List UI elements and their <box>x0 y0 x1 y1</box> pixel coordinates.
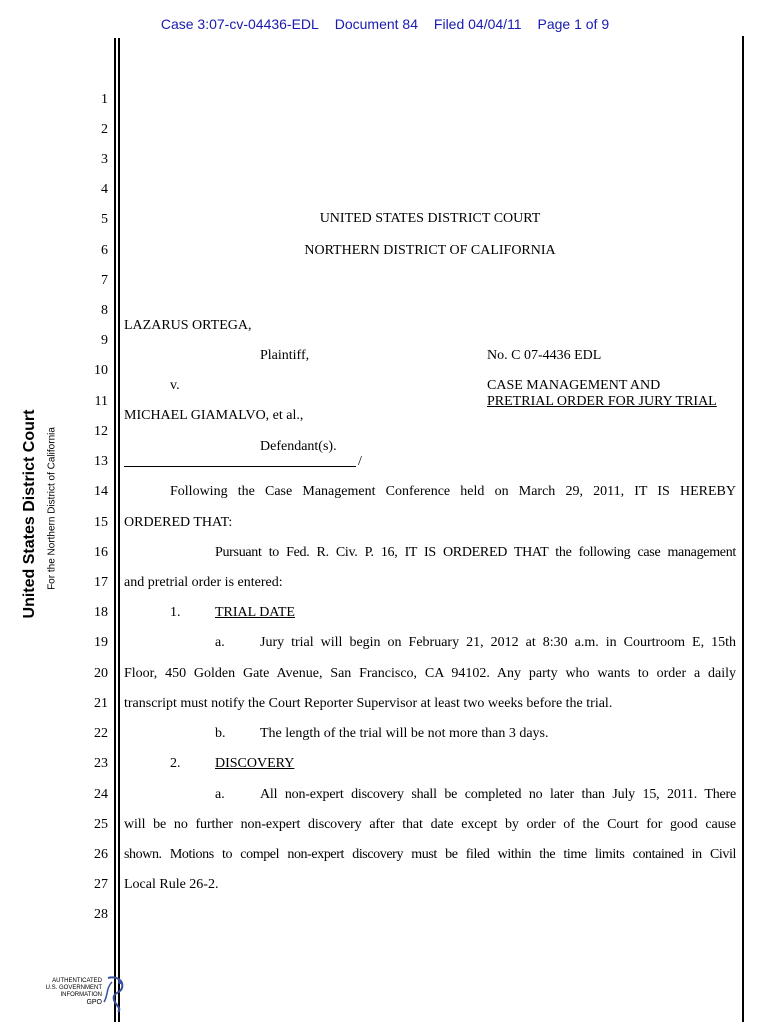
versus: v. <box>170 378 180 393</box>
page-indicator: Page 1 of 9 <box>537 16 610 32</box>
section-title-discovery: DISCOVERY <box>215 756 295 771</box>
line-number: 13 <box>94 454 108 469</box>
line-number: 15 <box>94 515 108 530</box>
subsection-label: a. <box>215 787 225 802</box>
document-number: Document 84 <box>334 16 419 32</box>
line-number: 4 <box>101 182 108 197</box>
eagle-seal-icon <box>102 974 132 1014</box>
line-number: 17 <box>94 575 108 590</box>
defendant-name: MICHAEL GIAMALVO, et al., <box>124 408 304 423</box>
case-number-caption: No. C 07-4436 EDL <box>487 348 602 363</box>
plaintiff-name: LAZARUS ORTEGA, <box>124 318 252 333</box>
paragraph-line: All non-expert discovery shall be completed no later than July 15, 2011. There <box>260 787 736 802</box>
defendant-role: Defendant(s). <box>260 439 337 454</box>
section-number: 2. <box>170 756 181 771</box>
paragraph-line: shown. Motions to compel non-expert discovery must be filed within the time limits contained in Civil <box>124 847 736 862</box>
left-margin-rule-1 <box>114 38 116 1022</box>
line-number: 10 <box>94 363 108 378</box>
subsection-label: a. <box>215 635 225 650</box>
sidebar-district: For the Northern District of California <box>46 427 58 590</box>
paragraph-line: Floor, 450 Golden Gate Avenue, San Francisco, CA 94102. Any party who wants to order a daily <box>124 666 736 681</box>
order-title-line2: PRETRIAL ORDER FOR JURY TRIAL <box>487 394 717 409</box>
line-number: 27 <box>94 877 108 892</box>
sidebar-court-name: United States District Court <box>21 409 38 619</box>
line-number: 20 <box>94 666 108 681</box>
line-number: 11 <box>94 394 108 409</box>
paragraph-line: and pretrial order is entered: <box>124 575 283 590</box>
paragraph-line: The length of the trial will be not more than 3 days. <box>260 726 549 741</box>
line-number: 18 <box>94 605 108 620</box>
line-number: 12 <box>94 424 108 439</box>
paragraph-line: will be no further non-expert discovery after that date except by order of the Court for good cause <box>124 817 736 832</box>
line-number: 2 <box>101 122 108 137</box>
subsection-label: b. <box>215 726 226 741</box>
plaintiff-role: Plaintiff, <box>260 348 310 363</box>
caption-divider-line <box>124 466 356 467</box>
filed-date: Filed 04/04/11 <box>433 16 522 32</box>
gpo-authentication-seal <box>40 974 130 1014</box>
paragraph-line: Following the Case Management Conference held on March 29, 2011, IT IS HEREBY <box>170 484 736 499</box>
line-number: 16 <box>94 545 108 560</box>
line-number: 3 <box>101 152 108 167</box>
line-number: 23 <box>94 756 108 771</box>
line-number: 7 <box>101 273 108 288</box>
section-title-trial-date: TRIAL DATE <box>215 605 295 620</box>
line-number: 28 <box>94 907 108 922</box>
caption-slash: / <box>358 454 362 469</box>
case-number: Case 3:07-cv-04436-EDL <box>160 16 319 32</box>
line-number: 22 <box>94 726 108 741</box>
right-margin-rule <box>742 36 744 1022</box>
line-number: 5 <box>101 212 108 227</box>
court-name: UNITED STATES DISTRICT COURT <box>319 211 541 226</box>
paragraph-line: Local Rule 26-2. <box>124 877 219 892</box>
line-number: 19 <box>94 635 108 650</box>
order-title-line1: CASE MANAGEMENT AND <box>487 378 661 393</box>
paragraph-line: Jury trial will begin on February 21, 2012 at 8:30 a.m. in Courtroom E, 15th <box>260 635 736 650</box>
left-margin-rule-2 <box>118 38 120 1022</box>
line-number: 8 <box>101 303 108 318</box>
line-number: 1 <box>101 92 108 107</box>
line-number: 21 <box>94 696 108 711</box>
line-number: 26 <box>94 847 108 862</box>
section-number: 1. <box>170 605 181 620</box>
line-number: 9 <box>101 333 108 348</box>
paragraph-line: ORDERED THAT: <box>124 515 233 530</box>
line-number: 24 <box>94 787 108 802</box>
line-number: 25 <box>94 817 108 832</box>
paragraph-line: Pursuant to Fed. R. Civ. P. 16, IT IS ORDERED THAT the following case management <box>215 545 736 560</box>
seal-text: AUTHENTICATED U.S. GOVERNMENT INFORMATION GPO <box>45 978 102 1006</box>
line-number: 14 <box>94 484 108 499</box>
paragraph-line: transcript must notify the Court Reporter Supervisor at least two weeks before the trial. <box>124 696 613 711</box>
court-district: NORTHERN DISTRICT OF CALIFORNIA <box>304 243 556 258</box>
line-number: 6 <box>101 243 108 258</box>
filing-header <box>0 16 770 32</box>
